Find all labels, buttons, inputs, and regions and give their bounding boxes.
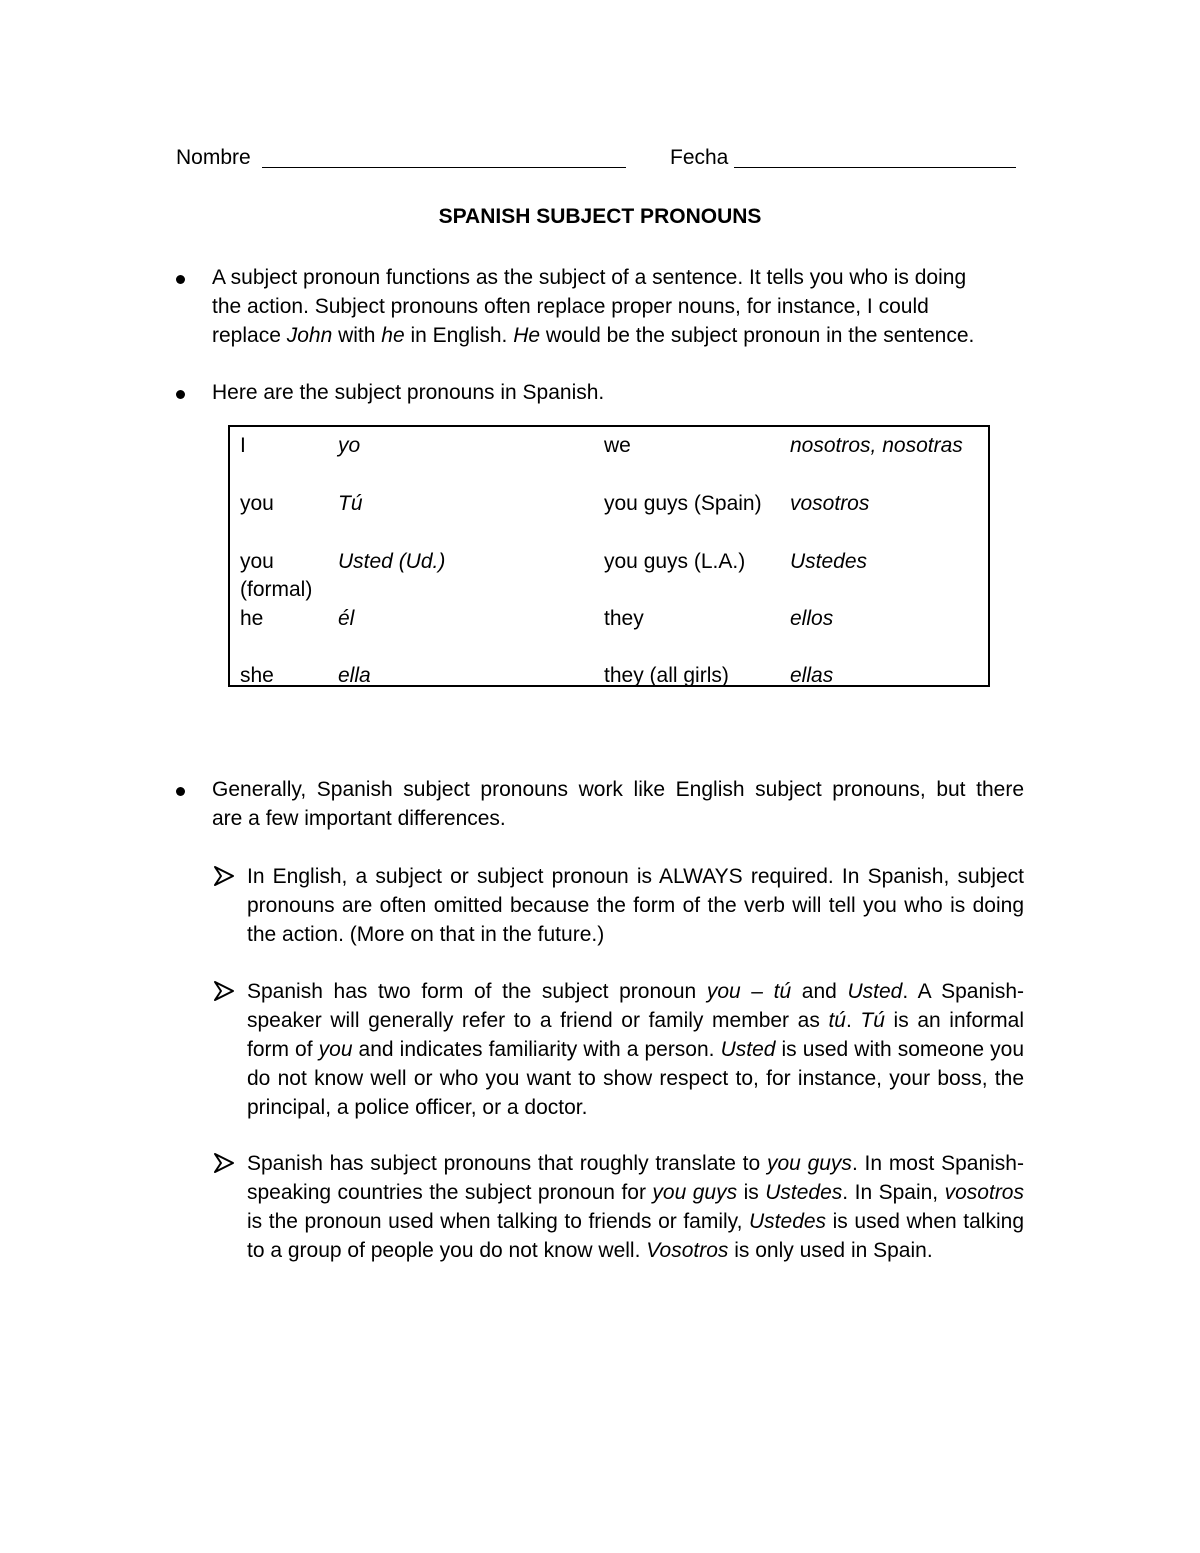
table-cell-english: she xyxy=(240,664,274,687)
table-cell-english: he xyxy=(240,607,264,630)
table-cell-spanish: Usted (Ud.) xyxy=(338,550,446,573)
table-cell-english-plural: they (all girls) xyxy=(604,664,729,687)
sub-point-3: Spanish has subject pronouns that roughly translate to you guys. In most Spanish-speaking countries the subject pronoun for you guys is Ustedes. In Spain, vosotros is the pronoun used when talking to friends or family, Ustedes is used when talking to a group of people you do not know well. Vosotros is only used in Spain. xyxy=(247,1152,1024,1262)
nombre-label: Nombre xyxy=(176,146,251,169)
arrow-bullet-icon xyxy=(212,979,236,1003)
table-cell-english: I xyxy=(240,434,246,457)
table-cell-english-plural: you guys (Spain) xyxy=(604,492,762,515)
bullet-icon xyxy=(174,273,188,287)
bullet-2-text: Here are the subject pronouns in Spanish. xyxy=(212,381,605,404)
sub-point-2: Spanish has two form of the subject pronoun you – tú and Usted. A Spanish-speaker will generally refer to a friend or family member as tú. Tú is an informal form of you and indicates familiarity with a person. Usted is used with someone you do not know well or who you want to show respect to, for instance, your boss, the principal, a police officer, or a doctor. xyxy=(247,980,1025,1119)
table-cell-spanish-plural: ellas xyxy=(790,664,834,687)
bullet-3-line-1: Generally, Spanish subject pronouns work like English subject pronouns, but there xyxy=(212,778,1024,801)
bullet-1-paragraph xyxy=(212,263,1012,350)
bullet-3-paragraph xyxy=(212,775,1024,833)
table-cell-spanish: ella xyxy=(338,664,371,687)
table-cell-english-plural: they xyxy=(604,607,644,630)
nombre-field[interactable] xyxy=(262,167,626,168)
table-cell-spanish-plural: nosotros, nosotras xyxy=(790,434,963,457)
table-cell-english: you xyxy=(240,492,274,515)
arrow-bullet-icon xyxy=(212,864,236,888)
table-cell-spanish: yo xyxy=(338,434,361,457)
table-cell-spanish-plural: ellos xyxy=(790,607,834,630)
bullet-3-line-2: are a few important differences. xyxy=(212,807,506,830)
page-title: SPANISH SUBJECT PRONOUNS xyxy=(438,205,762,228)
bullet-1-line-1: A subject pronoun functions as the subject of a sentence. It tells you who is doing xyxy=(212,266,967,289)
table-cell-english-note: (formal) xyxy=(240,578,313,601)
pronoun-table xyxy=(228,425,990,687)
bullet-1-line-3: replace John with he in English. He would be the subject pronoun in the sentence. xyxy=(212,324,975,347)
table-cell-spanish-plural: Ustedes xyxy=(790,550,868,573)
bullet-icon xyxy=(174,388,188,402)
arrow-bullet-icon xyxy=(212,1151,236,1175)
fecha-field[interactable] xyxy=(734,167,1016,168)
bullet-icon xyxy=(174,785,188,799)
sub-point-1: In English, a subject or subject pronoun is ALWAYS required. In Spanish, subject pronouns are often omitted because the form of the verb will tell you who is doing the action. (More on that in the future.) xyxy=(247,865,1024,946)
table-cell-english: you xyxy=(240,550,274,573)
bullet-1-line-2: the action. Subject pronouns often replace proper nouns, for instance, I could xyxy=(212,295,929,318)
table-cell-english-plural: you guys (L.A.) xyxy=(604,550,746,573)
header-line xyxy=(176,143,1016,173)
table-cell-spanish: él xyxy=(338,607,355,630)
table-cell-spanish: Tú xyxy=(338,492,363,515)
table-cell-spanish-plural: vosotros xyxy=(790,492,870,515)
table-cell-english-plural: we xyxy=(604,434,631,457)
fecha-label: Fecha xyxy=(670,146,729,169)
